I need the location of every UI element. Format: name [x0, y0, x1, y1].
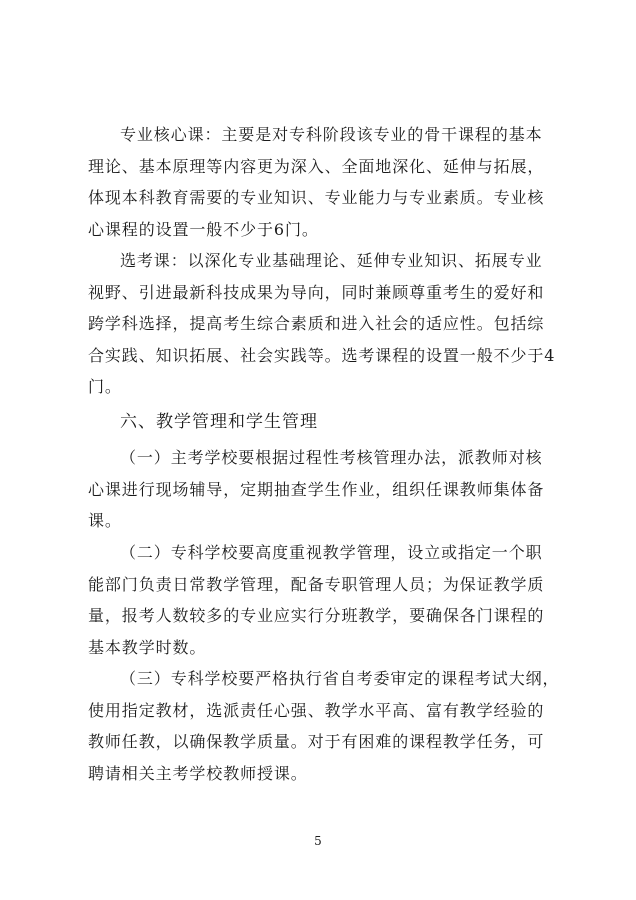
text-line: 视野、引进最新科技成果为导向，同时兼顾尊重考生的爱好和 [88, 282, 545, 302]
text-line: 体现本科教育需要的专业知识、专业能力与专业素质。专业核 [88, 188, 545, 207]
paragraph-item-1 [88, 442, 558, 537]
text-line: 使用指定教材，选派责任心强、教学水平高、富有教学经验的 [88, 700, 545, 720]
section-heading: 六、教学管理和学生管理 [120, 412, 318, 432]
text-line: 选考课：以深化专业基础理论、延伸专业知识、拓展专业 [120, 251, 543, 270]
text-line: 理论、基本原理等内容更为深入、全面地深化、延伸与拓展， [88, 156, 545, 176]
text-line: （三）专科学校要严格执行省自考委审定的课程考试大纲， [120, 669, 560, 688]
paragraph-elective-courses [88, 245, 558, 403]
text-line: 课。 [88, 511, 122, 530]
text-line: 心课程的设置一般不少于6门。 [88, 219, 319, 239]
text-line: 基本教学时数。 [88, 637, 207, 657]
page-number: 5 [314, 834, 322, 848]
paragraph-item-2 [88, 537, 558, 663]
text-line: 量，报考人数较多的专业应实行分班教学，要确保各门课程的 [88, 606, 545, 625]
text-line: 教师任教，以确保教学质量。对于有困难的课程教学任务，可 [88, 732, 545, 751]
text-line: 跨学科选择，提高考生综合素质和进入社会的适应性。包括综 [88, 314, 545, 333]
text-line: 专业核心课：主要是对专科阶段该专业的骨干课程的基本 [120, 125, 543, 144]
text-line: （一）主考学校要根据过程性考核管理办法，派教师对核 [120, 448, 543, 467]
text-line: 聘请相关主考学校教师授课。 [88, 763, 308, 783]
text-line: 门。 [88, 377, 122, 396]
text-line: 心课进行现场辅导，定期抽查学生作业，组织任课教师集体备 [88, 479, 545, 499]
text-line: 能部门负责日常教学管理，配备专职管理人员；为保证教学质 [88, 574, 545, 594]
paragraph-item-3 [88, 663, 558, 789]
text-line: （二）专科学校要高度重视教学管理，设立或指定一个职 [120, 543, 543, 562]
paragraph-core-courses [88, 119, 558, 245]
text-line: 合实践、知识拓展、社会实践等。选考课程的设置一般不少于4 [88, 345, 556, 365]
